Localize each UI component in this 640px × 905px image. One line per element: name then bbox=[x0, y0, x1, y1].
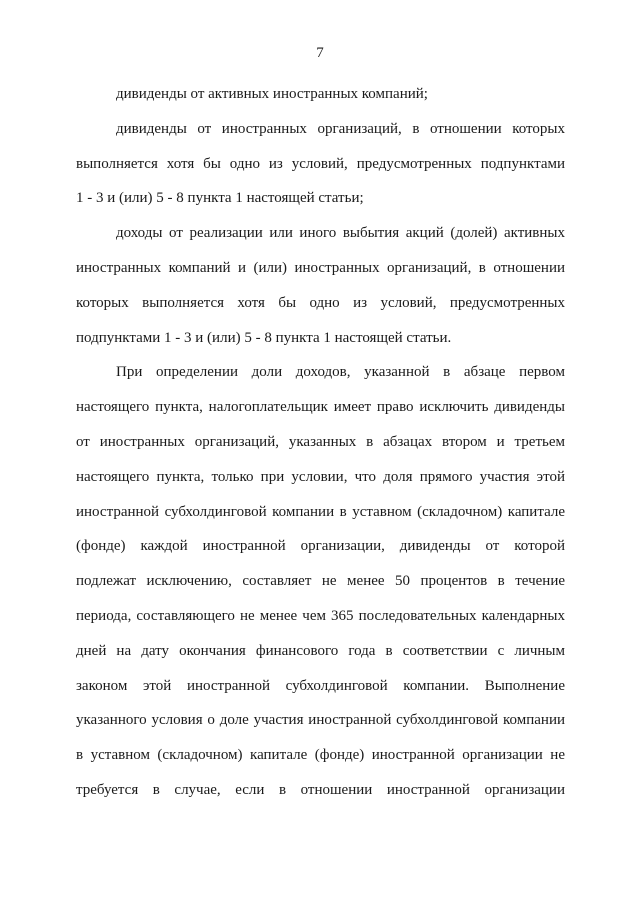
text-line: дивиденды от иностранных организаций, в отношении которых bbox=[116, 120, 565, 137]
text-line: При определении доли доходов, указанной в абзаце первом bbox=[116, 364, 565, 381]
paragraph bbox=[76, 112, 565, 216]
text-line: 1 - 3 и (или) 5 - 8 пункта 1 настоящей статьи; bbox=[76, 190, 364, 207]
paragraph bbox=[76, 355, 565, 807]
text-line: периода, составляющего не менее чем 365 последовательных календарных bbox=[76, 607, 565, 624]
text-line: указанного условия о доле участия иностранной субхолдинговой компании bbox=[76, 712, 565, 729]
text-line: дивиденды от активных иностранных компаний; bbox=[116, 86, 428, 102]
text-line: в уставном (складочном) капитале (фонде) иностранной организации не bbox=[76, 747, 565, 764]
text-line: выполняется хотя бы одно из условий, предусмотренных подпунктами bbox=[76, 155, 565, 172]
paragraph bbox=[76, 77, 565, 112]
text-line: требуется в случае, если в отношении иностранной организации bbox=[76, 781, 565, 798]
text-line: настоящего пункта, только при условии, что доля прямого участия этой bbox=[76, 468, 565, 485]
text-line: настоящего пункта, налогоплательщик имеет право исключить дивиденды bbox=[76, 399, 565, 416]
document-body bbox=[76, 77, 565, 808]
text-line: которых выполняется хотя бы одно из условий, предусмотренных bbox=[76, 294, 565, 311]
text-line: (фонде) каждой иностранной организации, дивиденды от которой bbox=[76, 538, 565, 555]
text-line: иностранной субхолдинговой компании в уставном (складочном) капитале bbox=[76, 503, 565, 520]
text-line: подлежат исключению, составляет не менее 50 процентов в течение bbox=[76, 573, 565, 590]
paragraph bbox=[76, 216, 565, 355]
page-number: 7 bbox=[316, 45, 324, 61]
text-line: дней на дату окончания финансового года в соответствии с личным bbox=[76, 642, 565, 659]
text-line: законом этой иностранной субхолдинговой компании. Выполнение bbox=[76, 677, 565, 694]
text-line: от иностранных организаций, указанных в абзацах втором и третьем bbox=[76, 433, 565, 450]
text-line: подпунктами 1 - 3 и (или) 5 - 8 пункта 1 настоящей статьи. bbox=[76, 329, 452, 346]
text-line: доходы от реализации или иного выбытия акций (долей) активных bbox=[116, 225, 565, 242]
text-line: иностранных компаний и (или) иностранных организаций, в отношении bbox=[76, 259, 565, 276]
